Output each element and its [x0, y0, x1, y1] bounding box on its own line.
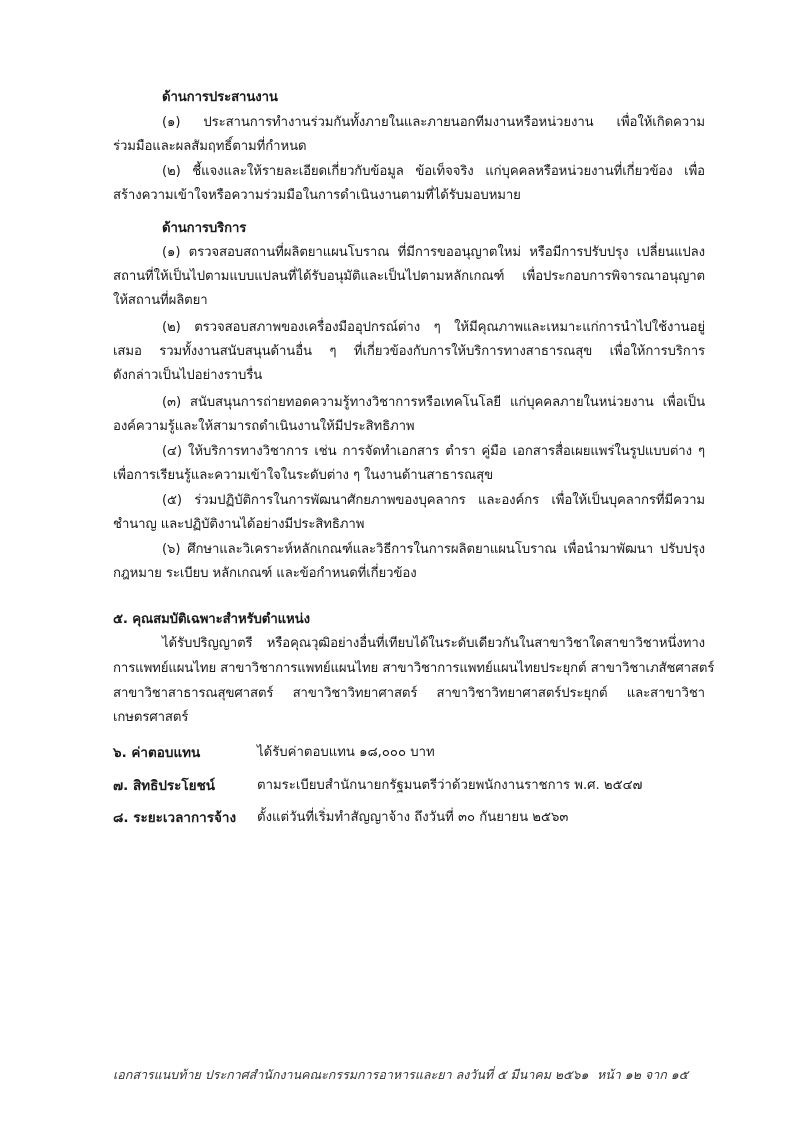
- service-item-6-line2: กฎหมาย ระเบียบ หลักเกณฑ์ และข้อกำหนดที่เกี่ยวข้อง: [113, 566, 417, 581]
- compensation-value: ได้รับค่าตอบแทน ๑๘,๐๐๐ บาท: [257, 745, 435, 760]
- service-item-2-line3: ดังกล่าวเป็นไปอย่างราบรื่น: [113, 368, 263, 383]
- service-item-2-line1: (๒) ตรวจสอบสภาพของเครื่องมืออุปกรณ์ต่าง ๆ ให้มีคุณภาพและเหมาะแก่การนำไปใช้งานอยู่: [162, 320, 705, 335]
- service-item-1-line1: (๑) ตรวจสอบสถานที่ผลิตยาแผนโบราณ ที่มีการขออนุญาตใหม่ หรือมีการปรับปรุง เปลี่ยนแปลง: [162, 245, 705, 260]
- employment-period-label: ๘. ระยะเวลาการจ้าง: [113, 810, 237, 826]
- footer-page-number: หน้า ๑๒ จาก ๑๕: [597, 1067, 689, 1082]
- service-item-1-line2: สถานที่ให้เป็นไปตามแบบแปลนที่ได้รับอนุมัติและเป็นไปตามหลักเกณฑ์ เพื่อประกอบการพิจารณาอนุญาต: [113, 269, 705, 284]
- coordination-item-1-line1: (๑) ประสานการทำงานร่วมกันทั้งภายในและภายนอกทีมงานหรือหน่วยงาน เพื่อให้เกิดความ: [162, 115, 705, 130]
- service-item-3-line2: องค์ความรู้และให้สามารถดำเนินงานให้มีประสิทธิภาพ: [113, 419, 415, 434]
- qualifications-line2: การแพทย์แผนไทย สาขาวิชาการแพทย์แผนไทย สาขาวิชาการแพทย์แผนไทยประยุกต์ สาขาวิชาเภสัชศาสตร์: [113, 661, 715, 676]
- service-item-4-line1: (๔) ให้บริการทางวิชาการ เช่น การจัดทำเอกสาร ตำรา คู่มือ เอกสารสื่อเผยแพร่ในรูปแบบต่าง ๆ: [162, 444, 705, 459]
- benefits-label: ๗. สิทธิประโยชน์: [113, 778, 215, 794]
- coordination-item-2-line2: สร้างความเข้าใจหรือความร่วมมือในการดำเนินงานตามที่ได้รับมอบหมาย: [113, 188, 521, 203]
- compensation-label: ๖. ค่าตอบแทน: [113, 745, 201, 761]
- qualifications-heading: ๕. คุณสมบัติเฉพาะสำหรับตำแหน่ง: [113, 612, 310, 627]
- coordination-item-2-line1: (๒) ชี้แจงและให้รายละเอียดเกี่ยวกับข้อมูล ข้อเท็จจริง แก่บุคคลหรือหน่วยงานที่เกี่ยวข้อง เพื่อ: [162, 164, 705, 179]
- qualifications-line4: เกษตรศาสตร์: [113, 710, 189, 725]
- service-item-1-line3: ให้สถานที่ผลิตยา: [113, 293, 208, 308]
- service-item-2-line2: เสมอ รวมทั้งงานสนับสนุนด้านอื่น ๆ ที่เกี่ยวข้องกับการให้บริการทางสาธารณสุข เพื่อให้การบริการ: [113, 344, 705, 359]
- benefits-value: ตามระเบียบสำนักนายกรัฐมนตรีว่าด้วยพนักงานราชการ พ.ศ. ๒๕๔๗: [257, 778, 643, 793]
- service-item-5-line2: ชำนาญ และปฏิบัติงานได้อย่างมีประสิทธิภาพ: [113, 517, 365, 532]
- service-item-3-line1: (๓) สนับสนุนการถ่ายทอดความรู้ทางวิชาการหรือเทคโนโลยี แก่บุคคลภายในหน่วยงาน เพื่อเป็น: [162, 395, 705, 410]
- employment-period-value: ตั้งแต่วันที่เริ่มทำสัญญาจ้าง ถึงวันที่ ๓๐ กันยายน ๒๕๖๓: [257, 810, 569, 825]
- service-item-4-line2: เพื่อการเรียนรู้และความเข้าใจในระดับต่าง ๆ ในงานด้านสาธารณสุข: [113, 468, 494, 483]
- service-item-6-line1: (๖) ศึกษาและวิเคราะห์หลักเกณฑ์และวิธีการในการผลิตยาแผนโบราณ เพื่อนำมาพัฒนา ปรับปรุง: [162, 542, 705, 557]
- qualifications-line3: สาขาวิชาสาธารณสุขศาสตร์ สาขาวิชาวิทยาศาสตร์ สาขาวิชาวิทยาศาสตร์ประยุกต์ และสาขาวิชา: [113, 686, 705, 701]
- coordination-heading: ด้านการประสานงาน: [162, 90, 278, 105]
- service-heading: ด้านการบริการ: [162, 221, 247, 236]
- coordination-item-1-line2: ร่วมมือและผลสัมฤทธิ์ตามที่กำหนด: [113, 139, 307, 154]
- qualifications-line1: ได้รับปริญญาตรี หรือคุณวุฒิอย่างอื่นที่เทียบได้ในระดับเดียวกันในสาขาวิชาใดสาขาวิชาหนึ่งทาง: [162, 636, 705, 651]
- footer-reference: เอกสารแนบท้าย ประกาศสำนักงานคณะกรรมการอาหารและยา ลงวันที่ ๕ มีนาคม ๒๕๖๑: [113, 1067, 589, 1082]
- service-item-5-line1: (๕) ร่วมปฏิบัติการในการพัฒนาศักยภาพของบุคลากร และองค์กร เพื่อให้เป็นบุคลากรที่มีความ: [162, 493, 705, 508]
